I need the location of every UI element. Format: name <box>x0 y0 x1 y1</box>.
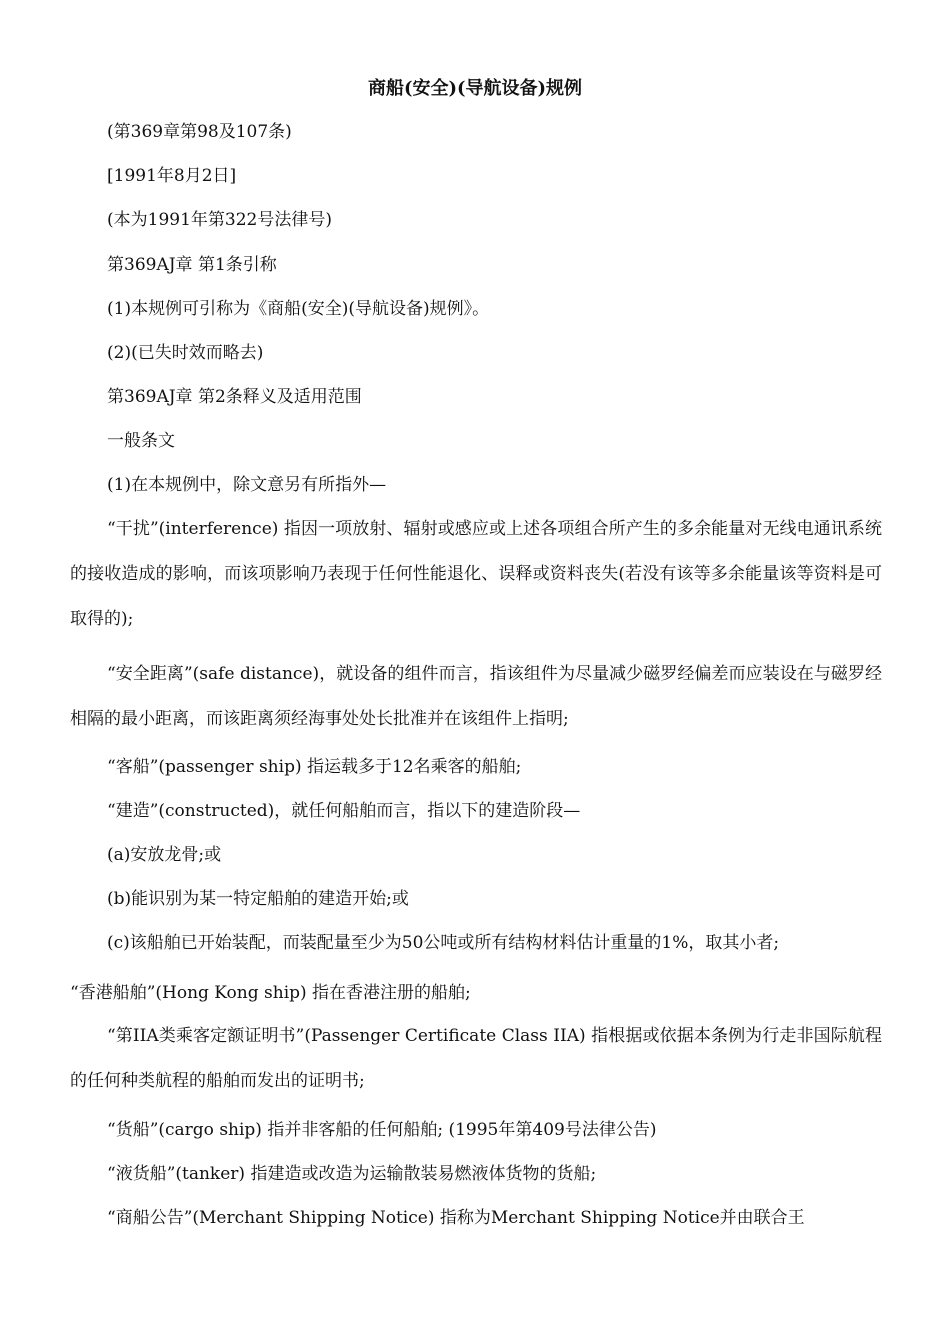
definition-cargo-ship: “货船”(cargo ship) 指并非客船的任何船舶; (1995年第409号法律公告) <box>107 1120 657 1140</box>
commencement-date: [1991年8月2日] <box>107 166 237 186</box>
constructed-item-c: (c)该船舶已开始装配，而装配量至少为50公吨或所有结构材料估计重量的1%，取其小者; <box>107 933 780 953</box>
definition-tanker: “液货船”(tanker) 指建造或改造为运输散装易燃液体货物的货船; <box>107 1164 597 1184</box>
definition-passenger-ship: “客船”(passenger ship) 指运载多于12名乘客的船舶; <box>107 757 522 777</box>
definition-interference: “干扰”(interference) 指因一项放射、辐射或感应或上述各项组合所产生的多余能量对无线电通讯系统的接收造成的影响，而该项影响乃表现于任何性能退化、误释或资料丧失(若没有该等多余能量该等资料是可取得的); <box>70 519 882 629</box>
document-title: 商船(安全)(导航设备)规例 <box>367 78 583 99</box>
section-1-clause-2: (2)(已失时效而略去) <box>107 343 264 363</box>
legal-notice-reference: (本为1991年第322号法律号) <box>107 210 332 230</box>
definition-passenger-certificate: “第IIA类乘客定额证明书”(Passenger Certificate Class IIA) 指根据或依据本条例为行走非国际航程的任何种类航程的船舶而发出的证明书; <box>70 1026 882 1091</box>
definition-safe-distance: “安全距离”(safe distance)，就设备的组件而言，指该组件为尽量减少磁罗经偏差而应装设在与磁罗经相隔的最小距离，而该距离须经海事处处长批准并在该组件上指明; <box>70 664 882 729</box>
section-2-clause-1: (1)在本规例中，除文意另有所指外— <box>107 475 387 495</box>
general-provisions-heading: 一般条文 <box>107 431 175 451</box>
section-1-clause-1: (1)本规例可引称为《商船(安全)(导航设备)规例》。 <box>107 299 490 319</box>
constructed-item-b: (b)能识别为某一特定船舶的建造开始;或 <box>107 889 409 909</box>
definition-constructed: “建造”(constructed)，就任何船舶而言，指以下的建造阶段— <box>107 801 581 821</box>
chapter-reference: (第369章第98及107条) <box>107 122 292 142</box>
definition-hong-kong-ship: “香港船舶”(Hong Kong ship) 指在香港注册的船舶; <box>70 983 471 1003</box>
section-1-heading: 第369AJ章 第1条引称 <box>107 255 277 275</box>
constructed-item-a: (a)安放龙骨;或 <box>107 845 222 865</box>
section-2-heading: 第369AJ章 第2条释义及适用范围 <box>107 387 362 407</box>
definition-merchant-shipping-notice: “商船公告”(Merchant Shipping Notice) 指称为Merchant Shipping Notice并由联合王 <box>107 1208 805 1228</box>
